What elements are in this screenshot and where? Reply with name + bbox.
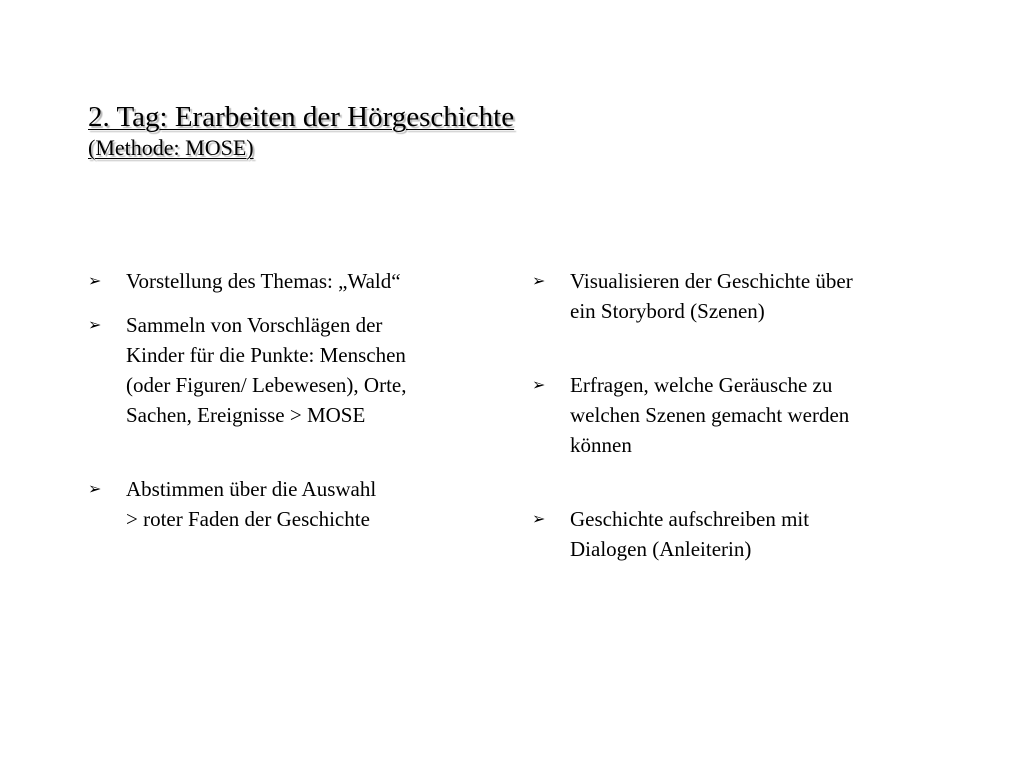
bullet-line: können — [570, 433, 632, 457]
bullet-line: (oder Figuren/ Lebewesen), Orte, — [126, 373, 407, 397]
bullet-item — [88, 266, 488, 296]
bullet-item — [88, 474, 488, 534]
bullet-line: Sachen, Ereignisse > MOSE — [126, 403, 366, 427]
bullet-item — [532, 266, 932, 326]
arrowhead-bullet-icon: ➢ — [532, 271, 546, 290]
arrowhead-bullet-icon: ➢ — [88, 315, 102, 334]
title-main: 2. Tag: Erarbeiten der Hörgeschichte — [88, 101, 515, 133]
bullet-item — [532, 370, 932, 460]
bullet-line: Abstimmen über die Auswahl — [126, 477, 377, 501]
arrowhead-bullet-icon: ➢ — [88, 479, 102, 498]
bullet-line: > roter Faden der Geschichte — [126, 507, 370, 531]
bullet-line: Dialogen (Anleiterin) — [570, 537, 752, 561]
slide-title — [88, 100, 514, 162]
bullet-item — [532, 504, 932, 564]
arrowhead-bullet-icon: ➢ — [532, 509, 546, 528]
right-column — [532, 266, 932, 564]
bullet-line: Vorstellung des Themas: „Wald“ — [126, 269, 401, 293]
left-column — [88, 266, 488, 534]
bullet-line: ein Storybord (Szenen) — [570, 299, 765, 323]
arrowhead-bullet-icon: ➢ — [88, 271, 102, 290]
bullet-item — [88, 310, 488, 430]
bullet-line: Geschichte aufschreiben mit — [570, 507, 810, 531]
bullet-line: Kinder für die Punkte: Menschen — [126, 343, 406, 367]
bullet-line: Sammeln von Vorschlägen der — [126, 313, 383, 337]
bullet-line: Visualisieren der Geschichte über — [570, 269, 853, 293]
bullet-line: Erfragen, welche Geräusche zu — [570, 373, 833, 397]
arrowhead-bullet-icon: ➢ — [532, 375, 546, 394]
bullet-line: welchen Szenen gemacht werden — [570, 403, 850, 427]
title-subtitle: (Methode: MOSE) — [88, 135, 254, 160]
